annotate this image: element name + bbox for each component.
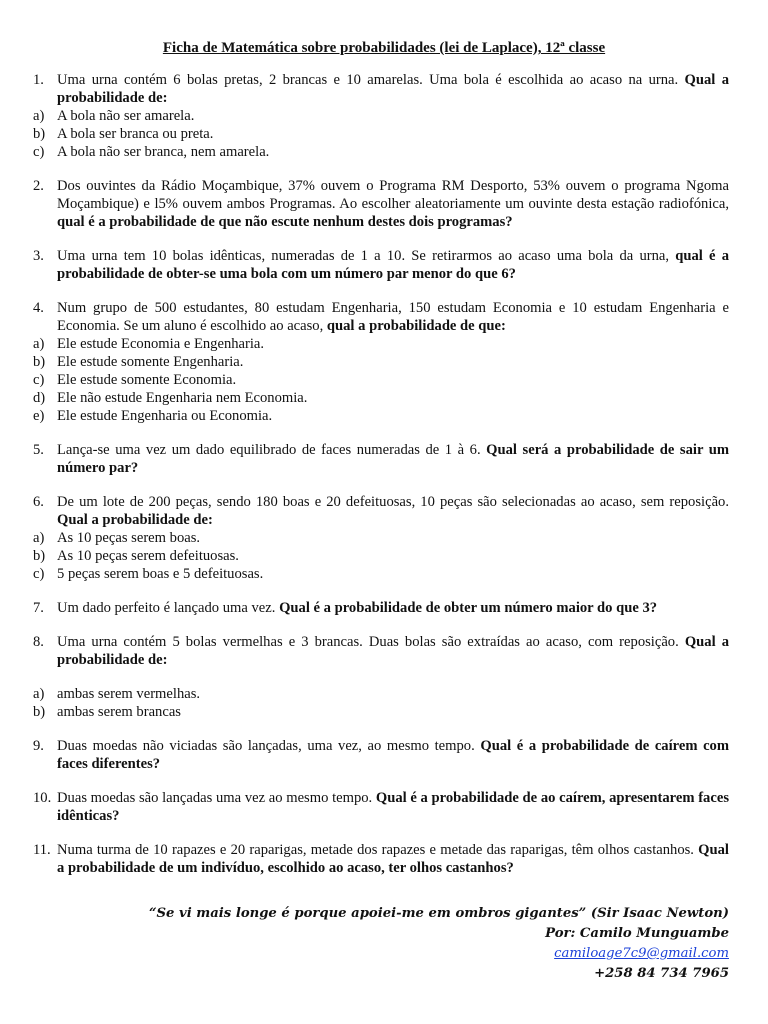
question-spacer: [33, 825, 729, 841]
question-spacer: [33, 425, 729, 441]
sub-item: [33, 389, 729, 407]
sub-item-text: Ele não estude Engenharia nem Economia.: [57, 390, 308, 406]
question-prompt: Qual é a probabilidade de ao caírem, apresentarem faces idênticas?: [57, 790, 729, 824]
question-1: [33, 71, 729, 107]
sub-item-letter: a): [33, 530, 45, 546]
question-number: 2.: [33, 178, 44, 194]
sub-item-text: ambas serem vermelhas.: [57, 686, 201, 702]
sub-item-text: A bola não ser branca, nem amarela.: [57, 144, 270, 160]
sub-item: [33, 107, 729, 125]
sub-item-text: As 10 peças serem boas.: [57, 530, 201, 546]
question-number: 9.: [33, 738, 44, 754]
sub-item: [33, 125, 729, 143]
sub-item-letter: c): [33, 372, 45, 388]
question-prompt: Qual a probabilidade de:: [57, 634, 729, 668]
question-prompt: Qual é a probabilidade de obter um número maior do que 3?: [279, 600, 658, 616]
question-text: Uma urna contém 6 bolas pretas, 2 brancas e 10 amarelas. Uma bola é escolhida ao acaso na urna.: [57, 72, 685, 88]
question-text: Lança-se uma vez um dado equilibrado de faces numeradas de 1 à 6.: [57, 442, 487, 458]
question-10: [33, 789, 729, 825]
question-text: Duas moedas não viciadas são lançadas, uma vez, ao mesmo tempo.: [57, 738, 481, 754]
question-8: [33, 633, 729, 669]
question-prompt: Qual a probabilidade de:: [57, 512, 213, 528]
questions-list: [33, 71, 729, 877]
question-7: [33, 599, 729, 617]
sub-item-letter: c): [33, 566, 45, 582]
question-number: 1.: [33, 72, 44, 88]
question-number: 8.: [33, 634, 44, 650]
sub-item-letter: b): [33, 548, 46, 564]
sub-item-letter: b): [33, 126, 46, 142]
question-prompt: qual é a probabilidade de que não escute nenhum destes dois programas?: [57, 214, 513, 230]
question-prompt: Qual é a probabilidade de caírem com faces diferentes?: [57, 738, 730, 772]
question-prompt: qual é a probabilidade de obter-se uma bola com um número par menor do que 6?: [57, 248, 730, 282]
sub-item-text: 5 peças serem boas e 5 defeituosas.: [57, 566, 264, 582]
question-number: 4.: [33, 300, 44, 316]
sub-item-letter: a): [33, 686, 45, 702]
question-text: Numa turma de 10 rapazes e 20 raparigas, metade dos rapazes e metade das raparigas, têm olhos castanhos.: [57, 842, 699, 858]
sub-item: [33, 371, 729, 389]
question-text: Num grupo de 500 estudantes, 80 estudam Engenharia, 150 estudam Economia e 10 estudam Engenharia e Economia. Se um aluno é escolhido ao acaso,: [57, 300, 729, 334]
question-text: Uma urna tem 10 bolas idênticas, numeradas de 1 a 10. Se retirarmos ao acaso uma bola da urna,: [57, 248, 676, 264]
title-text: Ficha de Matemática sobre probabilidades (lei de Laplace), 12ª classe: [162, 40, 606, 56]
question-spacer: [33, 721, 729, 737]
sub-item: [33, 335, 729, 353]
sub-item-letter: b): [33, 354, 46, 370]
question-2: [33, 177, 729, 231]
question-spacer: [33, 477, 729, 493]
question-text: De um lote de 200 peças, sendo 180 boas e 20 defeituosas, 10 peças são selecionadas ao acaso, sem reposição.: [57, 494, 729, 510]
footer: [149, 904, 729, 984]
sub-item-letter: e): [33, 408, 45, 424]
sub-item: [33, 353, 729, 371]
question-number: 11.: [33, 842, 51, 858]
question-prompt: Qual será a probabilidade de sair um número par?: [57, 442, 729, 476]
sub-item-letter: a): [33, 336, 45, 352]
sub-item-text: Ele estude Engenharia ou Economia.: [57, 408, 273, 424]
question-5: [33, 441, 729, 477]
question-spacer: [33, 583, 729, 599]
sub-item: [33, 143, 729, 161]
sub-item: [33, 565, 729, 583]
sub-item-text: Ele estude Economia e Engenharia.: [57, 336, 265, 352]
question-prompt: Qual a probabilidade de um indivíduo, escolhido ao acaso, ter olhos castanhos?: [57, 842, 729, 876]
question-text: Uma urna contém 5 bolas vermelhas e 3 brancas. Duas bolas são extraídas ao acaso, com reposição.: [57, 634, 685, 650]
question-spacer: [33, 161, 729, 177]
sub-item-letter: b): [33, 704, 46, 720]
sub-item-letter: d): [33, 390, 46, 406]
sub-item-text: Ele estude somente Economia.: [57, 372, 237, 388]
question-prompt: Qual a probabilidade de:: [57, 72, 729, 106]
sub-item: [33, 703, 729, 721]
question-11: [33, 841, 729, 877]
question-text: Dos ouvintes da Rádio Moçambique, 37% ouvem o Programa RM Desporto, 53% ouvem o programa Ngoma Moçambique) e l5% ouvem ambos Programas. Ao escolher aleatoriamente um ouvinte desta estação radiofónica,: [57, 178, 729, 212]
question-text: Um dado perfeito é lançado uma vez.: [57, 600, 280, 616]
question-spacer: [33, 283, 729, 299]
question-3: [33, 247, 729, 283]
sub-item-text: Ele estude somente Engenharia.: [57, 354, 244, 370]
sub-item: [33, 547, 729, 565]
sub-item: [33, 529, 729, 547]
worksheet-title: [0, 40, 768, 57]
question-number: 10.: [33, 790, 52, 806]
question-4: [33, 299, 729, 335]
sub-item-text: As 10 peças serem defeituosas.: [57, 548, 239, 564]
question-6: [33, 493, 729, 529]
author-credit: Por: Camilo Munguambe: [545, 926, 729, 941]
newton-quote: “Se vi mais longe é porque apoiei-me em ombros gigantes” (Sir Isaac Newton): [148, 906, 729, 921]
question-number: 3.: [33, 248, 44, 264]
sub-item-text: A bola não ser amarela.: [57, 108, 195, 124]
sub-item-letter: a): [33, 108, 45, 124]
sub-item: [33, 685, 729, 703]
question-spacer: [33, 773, 729, 789]
items-spacer: [33, 669, 729, 685]
author-phone: +258 84 734 7965: [594, 966, 729, 981]
question-spacer: [33, 617, 729, 633]
question-number: 6.: [33, 494, 44, 510]
sub-item-text: A bola ser branca ou preta.: [57, 126, 214, 142]
sub-item-letter: c): [33, 144, 45, 160]
question-number: 7.: [33, 600, 44, 616]
sub-item-text: ambas serem brancas: [57, 704, 181, 720]
question-prompt: qual a probabilidade de que:: [326, 318, 506, 334]
author-email-link[interactable]: camiloage7c9@gmail.com: [554, 946, 729, 961]
question-9: [33, 737, 729, 773]
question-spacer: [33, 231, 729, 247]
sub-item: [33, 407, 729, 425]
question-number: 5.: [33, 442, 44, 458]
question-text: Duas moedas são lançadas uma vez ao mesmo tempo.: [57, 790, 376, 806]
